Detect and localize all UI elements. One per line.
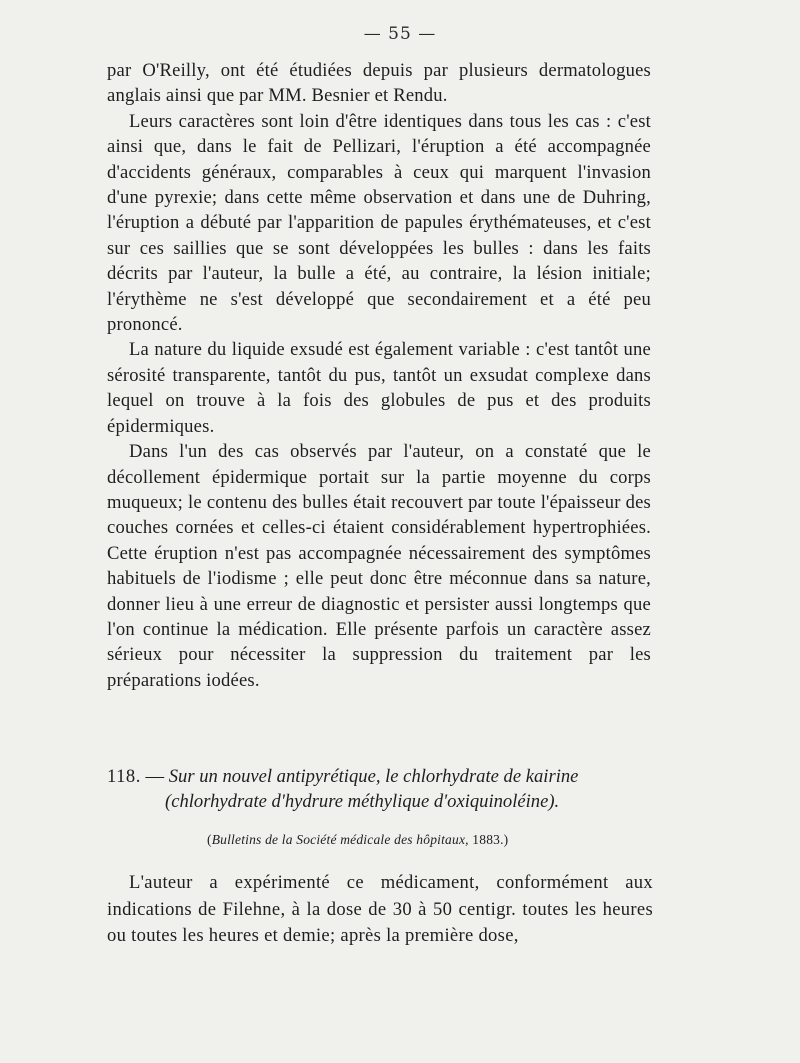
article-heading (107, 764, 667, 815)
source-journal: Bulletins de la Société médicale des hôpitaux, (211, 831, 469, 847)
article-source (107, 827, 667, 852)
article-number: 118. (107, 766, 141, 787)
article-entry (107, 764, 667, 852)
paragraph-liquid-nature: La nature du liquide exsudé est également variable : c'est tantôt une sérosité transparente, tantôt du pus, tantôt un exsudat complexe dans lequel on trouve à la fois des globules de pus et des produits épidermiques. (107, 339, 651, 437)
body-text (107, 58, 651, 693)
source-close-paren: ) (503, 831, 509, 847)
article-dash: — (140, 766, 169, 787)
page-number: — 55 — (363, 24, 437, 44)
paragraph-continuation: par O'Reilly, ont été étudiées depuis par plusieurs dermatologues anglais ainsi que par MM. Besnier et Rendu. (107, 60, 651, 107)
source-year: 1883. (468, 831, 504, 847)
paragraph-article-body: L'auteur a expérimenté ce médicament, conformément aux indications de Filehne, à la dose de 30 à 50 centigr. toutes les heures ou toutes les heures et demie; après la première dose, (107, 872, 653, 946)
paragraph-characteristics: Leurs caractères sont loin d'être identiques dans tous les cas : c'est ainsi que, dans le fait de Pellizari, l'éruption a été accompagnée d'accidents généraux, comparables à ceux qui marquent l'invasion d'une pyrexie; dans cette même observation et dans une de Duhring, l'éruption a débuté par l'apparition de papules érythémateuses, et c'est sur ces saillies que se sont développées les bulles : dans les faits décrits par l'auteur, la bulle a été, au contraire, la lésion initiale; l'érythème ne s'est développé que secondairement et a été peu prononcé. (107, 110, 651, 336)
paragraph-observed-cases: Dans l'un des cas observés par l'auteur, on a constaté que le décollement épidermique portait sur la partie moyenne du corps muqueux; le contenu des bulles était recouvert par toute l'épaisseur des couches cornées et celles-ci étaient considérablement hypertrophiées. Cette éruption n'est pas accompagnée nécessairement des symptômes habituels de l'iodisme ; elle peut donc être méconnue dans sa nature, donner lieu à une erreur de diagnostic et persister aussi longtemps que l'on continue la médication. Elle présente parfois un caractère assez sérieux pour nécessiter la suppression du traitement par les préparations iodées. (107, 441, 651, 691)
article-title: Sur un nouvel antipyrétique, le chlorhydrate de kairine (chlorhydrate d'hydrure méthylique d'oxiquinoléine). (165, 766, 579, 813)
source-open-paren: ( (207, 831, 212, 847)
